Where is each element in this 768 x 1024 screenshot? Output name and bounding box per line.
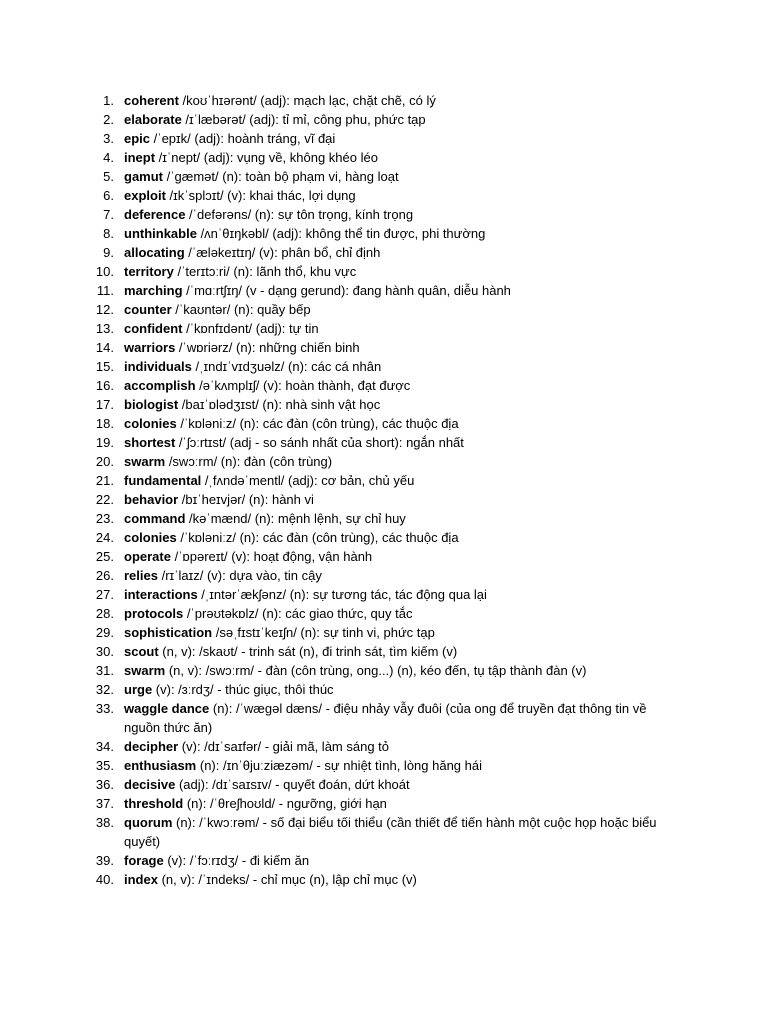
vocabulary-item <box>0 604 768 623</box>
vocabulary-word: gamut <box>124 169 163 184</box>
vocabulary-word: interactions <box>124 587 198 602</box>
vocabulary-item <box>0 642 768 661</box>
vocabulary-definition: /ˈɒpəreɪt/ (v): hoạt động, vận hành <box>170 549 373 564</box>
vocabulary-definition: (n): /ɪnˈθjuːziæzəm/ - sự nhiệt tình, lòng hăng hái <box>196 758 482 773</box>
vocabulary-definition: (n): /ˈwæɡəl dæns/ - điệu nhảy vẫy đuôi (của ong để truyền đạt thông tin về nguồn thức ăn) <box>124 701 647 735</box>
item-number: 34. <box>95 739 114 754</box>
vocabulary-word: index <box>124 872 158 887</box>
item-number: 2. <box>103 112 114 127</box>
item-number: 12. <box>95 302 114 317</box>
vocabulary-item <box>0 547 768 566</box>
item-number: 40. <box>95 872 114 887</box>
vocabulary-definition: /bɪˈheɪvjər/ (n): hành vi <box>178 492 314 507</box>
item-body <box>124 452 669 471</box>
vocabulary-definition: /swɔːrm/ (n): đàn (côn trùng) <box>165 454 333 469</box>
vocabulary-item <box>0 262 768 281</box>
item-number: 24. <box>95 530 114 545</box>
vocabulary-item <box>0 566 768 585</box>
vocabulary-word: deference <box>124 207 186 222</box>
vocabulary-word: elaborate <box>124 112 182 127</box>
item-body <box>124 281 669 300</box>
vocabulary-item <box>0 851 768 870</box>
vocabulary-word: operate <box>124 549 171 564</box>
vocabulary-word: enthusiasm <box>124 758 197 773</box>
item-body <box>124 585 669 604</box>
vocabulary-definition: /ɪˈnept/ (adj): vụng về, không khéo léo <box>155 150 378 165</box>
item-body <box>124 110 669 129</box>
vocabulary-word: decisive <box>124 777 176 792</box>
item-body <box>124 756 669 775</box>
vocabulary-item <box>0 528 768 547</box>
item-number: 29. <box>95 625 114 640</box>
vocabulary-definition: /ˈdefərəns/ (n): sự tôn trọng, kính trọng <box>185 207 414 222</box>
vocabulary-definition: /ˈepɪk/ (adj): hoành tráng, vĩ đại <box>150 131 336 146</box>
vocabulary-item <box>0 699 768 737</box>
item-body <box>124 623 669 642</box>
vocabulary-item <box>0 110 768 129</box>
item-body <box>124 794 669 813</box>
vocabulary-item <box>0 490 768 509</box>
item-body <box>124 224 669 243</box>
vocabulary-item <box>0 813 768 851</box>
vocabulary-definition: /əˈkʌmplɪʃ/ (v): hoàn thành, đạt được <box>195 378 411 393</box>
item-number: 36. <box>95 777 114 792</box>
item-body <box>124 376 669 395</box>
vocabulary-item <box>0 319 768 338</box>
item-body <box>124 433 669 452</box>
vocabulary-definition: (v): /ˈfɔːrɪdʒ/ - đi kiếm ăn <box>163 853 310 868</box>
vocabulary-word: command <box>124 511 186 526</box>
vocabulary-word: swarm <box>124 663 166 678</box>
vocabulary-word: exploit <box>124 188 166 203</box>
item-number: 5. <box>103 169 114 184</box>
vocabulary-definition: /ˈkɒnfɪdənt/ (adj): tự tin <box>182 321 319 336</box>
vocabulary-word: protocols <box>124 606 184 621</box>
item-body <box>124 870 669 889</box>
item-body <box>124 699 669 737</box>
vocabulary-definition: /ˈkaʊntər/ (n): quầy bếp <box>171 302 311 317</box>
vocabulary-word: epic <box>124 131 151 146</box>
vocabulary-item <box>0 395 768 414</box>
item-number: 19. <box>95 435 114 450</box>
item-body <box>124 813 669 851</box>
item-body <box>124 604 669 623</box>
vocabulary-word: warriors <box>124 340 176 355</box>
item-number: 15. <box>95 359 114 374</box>
vocabulary-list <box>0 91 768 889</box>
vocabulary-item <box>0 585 768 604</box>
item-number: 28. <box>95 606 114 621</box>
item-number: 1. <box>103 93 114 108</box>
vocabulary-definition: /ˌɪntərˈækʃənz/ (n): sự tương tác, tác động qua lại <box>197 587 487 602</box>
vocabulary-definition: /ˈkɒləniːz/ (n): các đàn (côn trùng), các thuộc địa <box>176 416 459 431</box>
item-number: 32. <box>95 682 114 697</box>
vocabulary-item <box>0 167 768 186</box>
vocabulary-word: inept <box>124 150 156 165</box>
item-body <box>124 528 669 547</box>
item-number: 23. <box>95 511 114 526</box>
vocabulary-definition: /kəˈmænd/ (n): mệnh lệnh, sự chỉ huy <box>185 511 406 526</box>
vocabulary-item <box>0 224 768 243</box>
vocabulary-definition: /ʌnˈθɪŋkəbl/ (adj): không thể tin được, phi thường <box>196 226 486 241</box>
item-body <box>124 509 669 528</box>
item-number: 20. <box>95 454 114 469</box>
vocabulary-item <box>0 338 768 357</box>
item-number: 26. <box>95 568 114 583</box>
vocabulary-item <box>0 471 768 490</box>
item-number: 3. <box>103 131 114 146</box>
item-number: 30. <box>95 644 114 659</box>
vocabulary-definition: /ˈprəʊtəkɒlz/ (n): các giao thức, quy tắc <box>183 606 413 621</box>
item-number: 16. <box>95 378 114 393</box>
vocabulary-word: threshold <box>124 796 184 811</box>
vocabulary-definition: (n, v): /ˈɪndeks/ - chỉ mục (n), lập chỉ mục (v) <box>157 872 417 887</box>
item-number: 27. <box>95 587 114 602</box>
item-body <box>124 319 669 338</box>
vocabulary-item <box>0 452 768 471</box>
item-body <box>124 148 669 167</box>
vocabulary-word: shortest <box>124 435 176 450</box>
item-number: 22. <box>95 492 114 507</box>
item-number: 33. <box>95 701 114 716</box>
vocabulary-definition: (v): /dɪˈsaɪfər/ - giải mã, làm sáng tỏ <box>178 739 390 754</box>
item-body <box>124 167 669 186</box>
vocabulary-definition: (n, v): /skaʊt/ - trinh sát (n), đi trinh sát, tìm kiếm (v) <box>158 644 458 659</box>
item-body <box>124 661 669 680</box>
item-body <box>124 490 669 509</box>
vocabulary-item <box>0 775 768 794</box>
vocabulary-item <box>0 281 768 300</box>
item-number: 8. <box>103 226 114 241</box>
item-number: 37. <box>95 796 114 811</box>
item-body <box>124 262 669 281</box>
vocabulary-word: behavior <box>124 492 179 507</box>
vocabulary-word: forage <box>124 853 164 868</box>
vocabulary-definition: /ˈterɪtɔːri/ (n): lãnh thổ, khu vực <box>173 264 357 279</box>
item-number: 35. <box>95 758 114 773</box>
vocabulary-item <box>0 357 768 376</box>
item-number: 4. <box>103 150 114 165</box>
vocabulary-word: marching <box>124 283 183 298</box>
vocabulary-word: biologist <box>124 397 179 412</box>
item-body <box>124 357 669 376</box>
item-body <box>124 243 669 262</box>
vocabulary-item <box>0 129 768 148</box>
vocabulary-definition: /səˌfɪstɪˈkeɪʃn/ (n): sự tinh vi, phức tạp <box>212 625 435 640</box>
item-number: 18. <box>95 416 114 431</box>
vocabulary-item <box>0 376 768 395</box>
vocabulary-word: relies <box>124 568 158 583</box>
vocabulary-item <box>0 300 768 319</box>
vocabulary-item <box>0 680 768 699</box>
vocabulary-word: quorum <box>124 815 173 830</box>
item-number: 38. <box>95 815 114 830</box>
item-body <box>124 680 669 699</box>
vocabulary-item <box>0 148 768 167</box>
vocabulary-item <box>0 756 768 775</box>
item-body <box>124 471 669 490</box>
item-number: 11. <box>96 283 114 298</box>
vocabulary-word: scout <box>124 644 159 659</box>
vocabulary-definition: (n): /ˈθreʃhoʊld/ - ngưỡng, giới hạn <box>183 796 387 811</box>
item-number: 13. <box>95 321 114 336</box>
item-body <box>124 338 669 357</box>
item-number: 31. <box>95 663 114 678</box>
vocabulary-word: fundamental <box>124 473 202 488</box>
vocabulary-item <box>0 205 768 224</box>
vocabulary-definition: /ˈkɒləniːz/ (n): các đàn (côn trùng), các thuộc địa <box>176 530 459 545</box>
vocabulary-word: counter <box>124 302 172 317</box>
vocabulary-word: confident <box>124 321 183 336</box>
item-body <box>124 129 669 148</box>
vocabulary-definition: /ˈmɑːrtʃɪŋ/ (v - dạng gerund): đang hành quân, diễu hành <box>182 283 511 298</box>
vocabulary-definition: (v): /ɜːrdʒ/ - thúc giục, thôi thúc <box>152 682 334 697</box>
vocabulary-definition: /ɪkˈsplɔɪt/ (v): khai thác, lợi dụng <box>165 188 356 203</box>
vocabulary-definition: /ˈɡæmət/ (n): toàn bộ phạm vi, hàng loạt <box>163 169 399 184</box>
item-body <box>124 737 669 756</box>
item-number: 17. <box>95 397 114 412</box>
item-number: 39. <box>95 853 114 868</box>
vocabulary-definition: /ˈʃɔːrtɪst/ (adj - so sánh nhất của short): ngắn nhất <box>175 435 464 450</box>
vocabulary-definition: /ˌfʌndəˈmentl/ (adj): cơ bản, chủ yếu <box>201 473 415 488</box>
vocabulary-word: coherent <box>124 93 179 108</box>
item-number: 21. <box>95 473 114 488</box>
item-number: 7. <box>103 207 114 222</box>
vocabulary-item <box>0 794 768 813</box>
vocabulary-item <box>0 623 768 642</box>
vocabulary-definition: /ˌɪndɪˈvɪdʒuəlz/ (n): các cá nhân <box>191 359 382 374</box>
vocabulary-item <box>0 737 768 756</box>
vocabulary-item <box>0 186 768 205</box>
item-body <box>124 300 669 319</box>
vocabulary-word: sophistication <box>124 625 213 640</box>
vocabulary-definition: /baɪˈɒlədʒɪst/ (n): nhà sinh vật học <box>178 397 381 412</box>
item-number: 10. <box>95 264 114 279</box>
vocabulary-item <box>0 870 768 889</box>
item-body <box>124 566 669 585</box>
item-body <box>124 205 669 224</box>
vocabulary-definition: /rɪˈlaɪz/ (v): dựa vào, tin cậy <box>157 568 322 583</box>
item-body <box>124 395 669 414</box>
vocabulary-word: decipher <box>124 739 179 754</box>
item-number: 6. <box>103 188 114 203</box>
vocabulary-word: colonies <box>124 530 177 545</box>
vocabulary-item <box>0 661 768 680</box>
vocabulary-word: colonies <box>124 416 177 431</box>
item-body <box>124 851 669 870</box>
vocabulary-word: individuals <box>124 359 192 374</box>
vocabulary-definition: (n, v): /swɔːrm/ - đàn (côn trùng, ong...) (n), kéo đến, tụ tập thành đàn (v) <box>165 663 587 678</box>
vocabulary-definition: (adj): /dɪˈsaɪsɪv/ - quyết đoán, dứt khoát <box>175 777 410 792</box>
vocabulary-definition: /koʊˈhɪərənt/ (adj): mạch lạc, chặt chẽ, có lý <box>178 93 436 108</box>
vocabulary-definition: /ˈwɒriərz/ (n): những chiến binh <box>175 340 360 355</box>
vocabulary-definition: (n): /ˈkwɔːrəm/ - số đại biểu tối thiểu (cần thiết để tiến hành một cuộc họp hoặc biểu quyết) <box>124 815 657 849</box>
item-number: 25. <box>95 549 114 564</box>
vocabulary-item <box>0 91 768 110</box>
item-body <box>124 642 669 661</box>
vocabulary-definition: /ɪˈlæbərət/ (adj): tỉ mỉ, công phu, phức tạp <box>181 112 426 127</box>
item-number: 9. <box>103 245 114 260</box>
vocabulary-item <box>0 509 768 528</box>
item-body <box>124 775 669 794</box>
vocabulary-item <box>0 433 768 452</box>
vocabulary-item <box>0 243 768 262</box>
item-body <box>124 91 669 110</box>
item-body <box>124 547 669 566</box>
item-body <box>124 414 669 433</box>
item-number: 14. <box>95 340 114 355</box>
vocabulary-word: territory <box>124 264 174 279</box>
vocabulary-definition: /ˈæləkeɪtɪŋ/ (v): phân bổ, chỉ định <box>184 245 381 260</box>
vocabulary-word: unthinkable <box>124 226 197 241</box>
vocabulary-item <box>0 414 768 433</box>
vocabulary-word: accomplish <box>124 378 196 393</box>
vocabulary-word: swarm <box>124 454 166 469</box>
item-body <box>124 186 669 205</box>
vocabulary-word: urge <box>124 682 153 697</box>
vocabulary-word: allocating <box>124 245 185 260</box>
vocabulary-word: waggle dance <box>124 701 210 716</box>
